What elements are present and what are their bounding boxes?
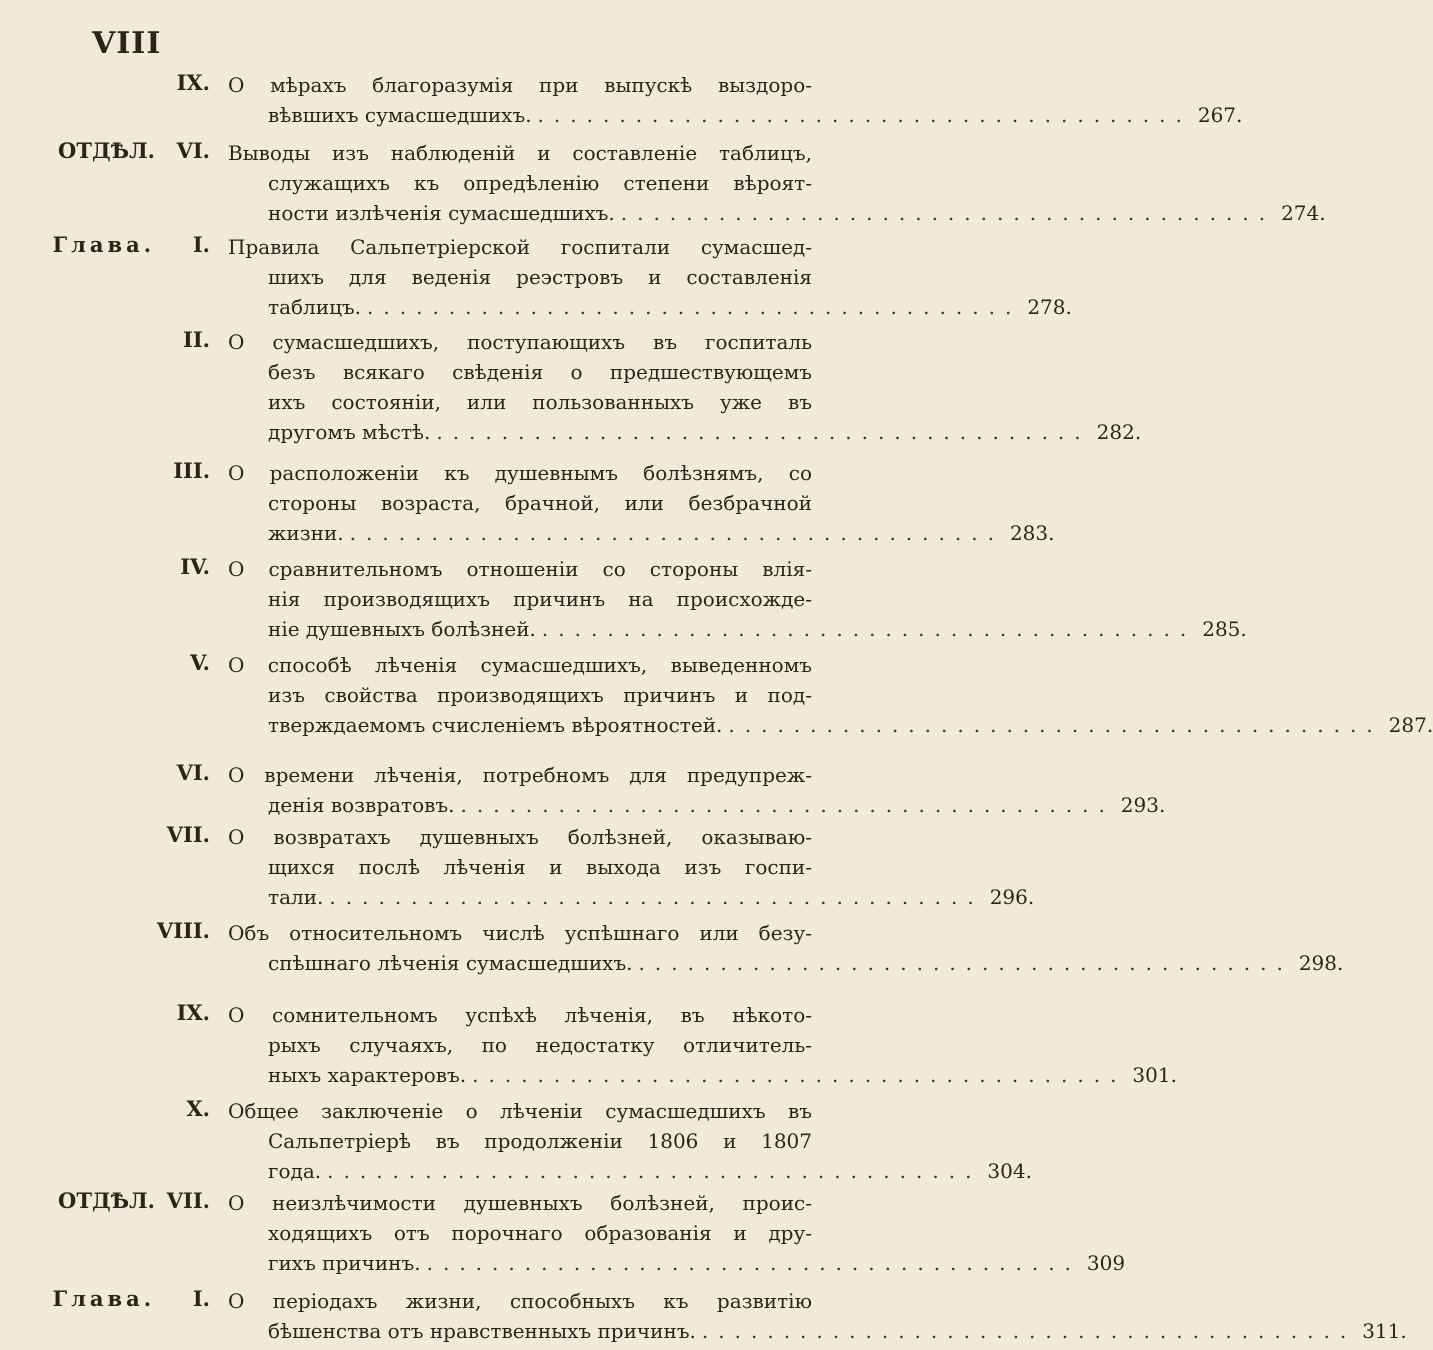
- entry-line: О періодахъ жизни, способныхъ къ развитію: [228, 1289, 812, 1313]
- dot-leader: ........................................: [367, 295, 1022, 319]
- entry-line: Сальпетріерѣ въ продолженіи 1806 и 1807: [268, 1129, 812, 1153]
- entry-line-text: вѣвшихъ сумасшедшихъ.: [268, 103, 532, 127]
- dot-leader: ........................................: [460, 793, 1115, 817]
- entry-line-text: ніе душевныхъ болѣзней.: [268, 617, 536, 641]
- chapter-number: VIII.: [156, 918, 210, 943]
- page-number: 285.: [1202, 617, 1247, 641]
- entry-line-text: ныхъ характеровъ.: [268, 1063, 467, 1087]
- entry-line: О сумасшедшихъ, поступающихъ въ госпиталь: [228, 330, 812, 354]
- entry-text: [228, 1286, 1407, 1346]
- entry-line: ходящихъ отъ порочнаго образованія и дру-: [268, 1221, 812, 1245]
- entry-text: [228, 70, 1243, 130]
- entry-line: Выводы изъ наблюденій и составленіе таблицъ,: [228, 141, 812, 165]
- entry-text: [228, 327, 1142, 447]
- page-number: 274.: [1281, 201, 1326, 225]
- dot-leader: ........................................: [426, 1251, 1081, 1275]
- page-number: 296.: [989, 885, 1035, 909]
- entry-text: [228, 760, 1166, 820]
- page-number: 287.: [1388, 713, 1433, 737]
- dot-leader: ........................................: [329, 885, 984, 909]
- chapter-number: IX.: [176, 1000, 210, 1025]
- entry-text: [228, 554, 1247, 644]
- entry-line-text: другомъ мѣстѣ.: [268, 420, 431, 444]
- dot-leader: ........................................: [620, 201, 1276, 225]
- entry-line: О сомнительномъ успѣхѣ лѣченія, въ нѣкото-: [228, 1003, 812, 1027]
- page-number: 309: [1086, 1251, 1126, 1275]
- entry-line-text: жизни.: [268, 521, 344, 545]
- entry-line: [228, 882, 1035, 912]
- chapter-number: IX.: [176, 70, 210, 95]
- entry-line: [228, 1060, 1177, 1090]
- entry-line: [228, 198, 1326, 228]
- entry-line: [228, 790, 1166, 820]
- entry-line: шихъ для веденія реэстровъ и составленія: [268, 265, 812, 289]
- section-label: Глава.: [52, 232, 155, 257]
- entry-line: О мѣрахъ благоразумія при выпускѣ выздоро-: [228, 73, 812, 97]
- entry-line-text: таблицъ.: [268, 295, 362, 319]
- dot-leader: ........................................: [701, 1319, 1357, 1343]
- entry-line-text: тали.: [268, 885, 324, 909]
- chapter-number: IV.: [180, 554, 210, 579]
- entry-line: рыхъ случаяхъ, по недостатку отличитель-: [268, 1033, 812, 1057]
- entry-line: нія производящихъ причинъ на происхожде-: [268, 587, 812, 611]
- page-folio: VIII: [92, 26, 162, 61]
- entry-line: [228, 518, 1055, 548]
- entry-line: О способѣ лѣченія сумасшедшихъ, выведенномъ: [228, 653, 812, 677]
- entry-text: [228, 1000, 1177, 1090]
- entry-line-text: года.: [268, 1159, 322, 1183]
- chapter-number: V.: [190, 650, 210, 675]
- chapter-number: X.: [186, 1096, 210, 1121]
- entry-line: щихся послѣ лѣченія и выхода изъ госпи-: [268, 855, 812, 879]
- entry-line: ихъ состояніи, или пользованныхъ уже въ: [268, 390, 812, 414]
- entry-text: [228, 650, 1433, 740]
- chapter-number: I.: [192, 1286, 210, 1311]
- entry-line: Общее заключеніе о лѣченіи сумасшедшихъ въ: [228, 1099, 812, 1123]
- entry-line-text: тверждаемомъ счисленіемъ вѣроятностей.: [268, 713, 723, 737]
- entry-line: [228, 1316, 1407, 1346]
- entry-line: [228, 100, 1243, 130]
- entry-text: [228, 458, 1055, 548]
- entry-line: О неизлѣчимости душевныхъ болѣзней, проис-: [228, 1191, 812, 1215]
- dot-leader: ........................................: [541, 617, 1197, 641]
- entry-line: [228, 948, 1344, 978]
- page-number: 311.: [1362, 1319, 1407, 1343]
- entry-text: [228, 1188, 1126, 1278]
- section-label: Глава.: [52, 1286, 155, 1311]
- entry-line: О времени лѣченія, потребномъ для предупреж-: [228, 763, 812, 787]
- entry-line-text: спѣшнаго лѣченія сумасшедшихъ.: [268, 951, 633, 975]
- entry-line: О сравнительномъ отношеніи со стороны влія-: [228, 557, 812, 581]
- entry-text: [228, 918, 1344, 978]
- dot-leader: ........................................: [436, 420, 1091, 444]
- entry-line-text: ности излѣченія сумасшедшихъ.: [268, 201, 615, 225]
- dot-leader: ........................................: [728, 713, 1383, 737]
- section-label: ОТДѢЛ.: [58, 1188, 155, 1213]
- chapter-number: III.: [173, 458, 210, 483]
- entry-line: [228, 1156, 1032, 1186]
- entry-line: [228, 417, 1142, 447]
- chapter-number: II.: [183, 327, 210, 352]
- entry-line: О возвратахъ душевныхъ болѣзней, оказываю-: [228, 825, 812, 849]
- entry-line: Объ относительномъ числѣ успѣшнаго или безу-: [228, 921, 812, 945]
- dot-leader: ........................................: [327, 1159, 982, 1183]
- dot-leader: ........................................: [537, 103, 1192, 127]
- page-number: 283.: [1009, 521, 1055, 545]
- entry-line: стороны возраста, брачной, или безбрачной: [268, 491, 812, 515]
- page-number: 304.: [987, 1159, 1032, 1183]
- page-number: 301.: [1132, 1063, 1177, 1087]
- chapter-number: VII.: [166, 822, 210, 847]
- entry-line: Правила Сальпетріерской госпитали сумасшед-: [228, 235, 812, 259]
- entry-line: служащихъ къ опредѣленію степени вѣроят-: [268, 171, 812, 195]
- section-label: ОТДѢЛ.: [58, 138, 155, 163]
- entry-line: безъ всякаго свѣденія о предшествующемъ: [268, 360, 812, 384]
- entry-line: О расположеніи къ душевнымъ болѣзнямъ, со: [228, 461, 812, 485]
- page-number: 282.: [1096, 420, 1142, 444]
- page-number: 267.: [1197, 103, 1243, 127]
- page-number: 293.: [1120, 793, 1166, 817]
- entry-text: [228, 232, 1072, 322]
- dot-leader: ........................................: [472, 1063, 1127, 1087]
- chapter-number: VII.: [166, 1188, 210, 1213]
- page-number: 298.: [1298, 951, 1344, 975]
- entry-line: [228, 710, 1433, 740]
- dot-leader: ........................................: [349, 521, 1004, 545]
- entry-text: [228, 138, 1326, 228]
- entry-line: [228, 614, 1247, 644]
- entry-line: изъ свойства производящихъ причинъ и под-: [268, 683, 812, 707]
- chapter-number: VI.: [176, 138, 210, 163]
- entry-line: [228, 292, 1072, 322]
- chapter-number: I.: [192, 232, 210, 257]
- chapter-number: VI.: [176, 760, 210, 785]
- page-number: 278.: [1027, 295, 1072, 319]
- entry-text: [228, 822, 1035, 912]
- entry-line: [228, 1248, 1126, 1278]
- entry-line-text: бѣшенства отъ нравственныхъ причинъ.: [268, 1319, 696, 1343]
- entry-line-text: гихъ причинъ.: [268, 1251, 421, 1275]
- dot-leader: ........................................: [638, 951, 1293, 975]
- entry-text: [228, 1096, 1032, 1186]
- entry-line-text: денія возвратовъ.: [268, 793, 455, 817]
